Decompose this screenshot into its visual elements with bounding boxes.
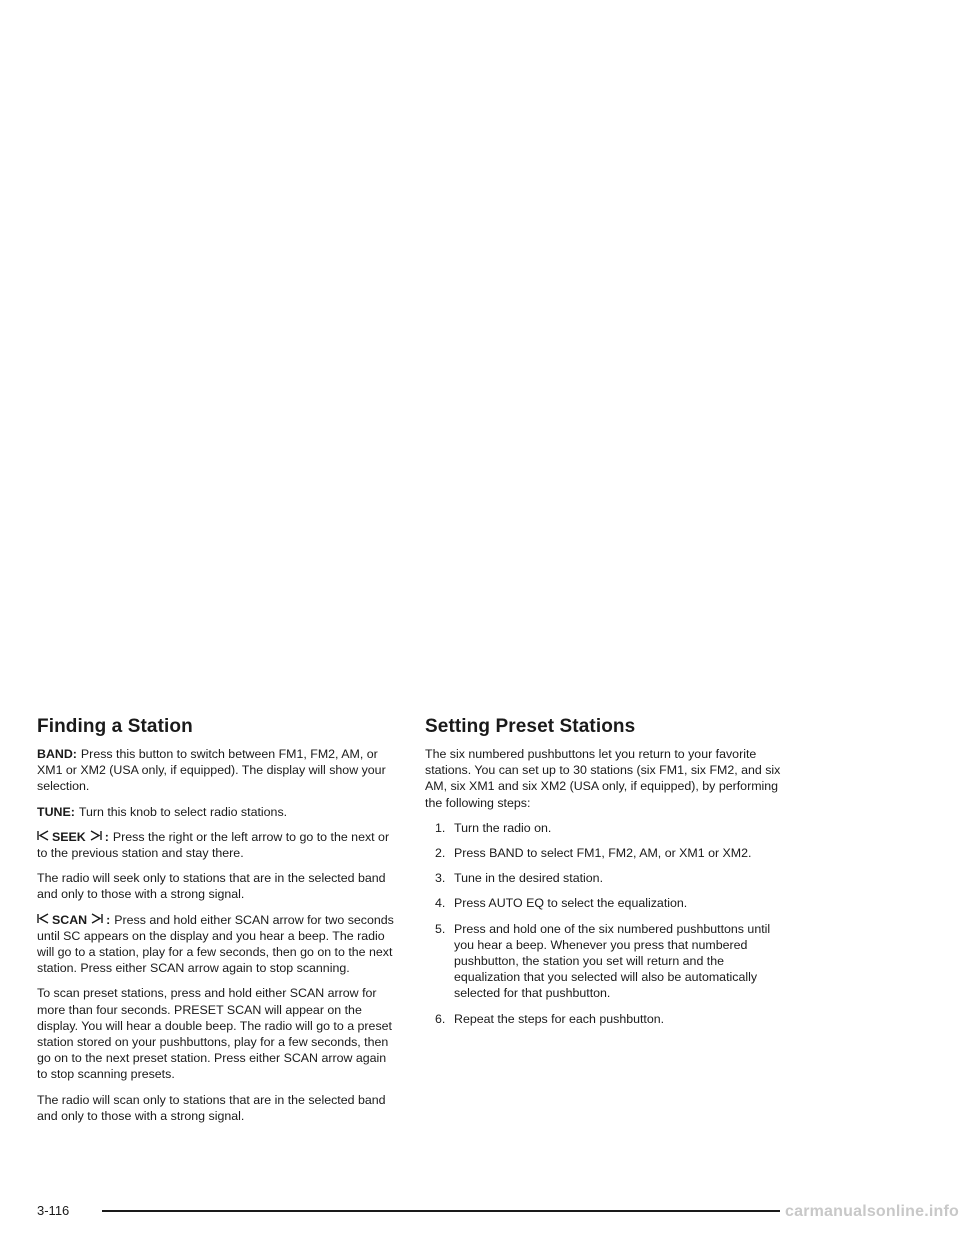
step-text: Repeat the steps for each pushbutton. (454, 1011, 665, 1026)
setting-preset-stations-column (425, 716, 787, 1036)
list-item (425, 845, 787, 861)
list-item (425, 921, 787, 1002)
list-item (425, 820, 787, 836)
list-item (425, 895, 787, 911)
preset-intro-paragraph: The six numbered pushbuttons let you return to your favorite stations. You can set up to 30 stations (six FM1, six FM2, and six AM, six XM1 and six XM2 (USA only, if equipped), by performing the following steps: (425, 747, 781, 810)
band-paragraph (37, 746, 399, 795)
scan-forward-arrow-icon (91, 912, 103, 928)
preset-scan-paragraph: To scan preset stations, press and hold either SCAN arrow for more than four seconds. PRESET SCAN will appear on the display. You will hear a double beep. The radio will go to a preset station stored on your pushbuttons, play for a few seconds, then go on to the next preset station. Press either SCAN arrow again to stop scanning presets. (37, 986, 392, 1082)
finding-a-station-column (37, 716, 399, 1133)
setting-preset-stations-heading: Setting Preset Stations (425, 716, 636, 737)
step-text: Turn the radio on. (454, 820, 552, 835)
preset-steps-list (425, 820, 787, 1027)
seek-forward-arrow-icon (90, 829, 102, 845)
tune-paragraph (37, 804, 399, 820)
step-number: 1. (435, 820, 446, 835)
seek-text: Press the right or the left arrow to go to the next or to the previous station and stay there. (37, 829, 390, 861)
step-text: Press and hold one of the six numbered pushbuttons until you hear a beep. Whenever you press that numbered pushbutton, the station you set will return and the equalization that you selected will also be automatically selected for that pushbutton. (454, 921, 771, 1001)
footer-divider (102, 1210, 780, 1212)
page-number: 3-116 (37, 1203, 70, 1218)
tune-text: Turn this knob to select radio stations. (78, 804, 288, 819)
scan-strong-signal-paragraph: The radio will scan only to stations that are in the selected band and only to those with a strong signal. (37, 1092, 386, 1123)
band-label: BAND: (37, 747, 77, 761)
step-number: 6. (435, 1011, 446, 1026)
step-number: 5. (435, 921, 446, 936)
seek-paragraph: SEEK : Press the right or the left arrow to go to the next or to the previous station and stay there. (37, 829, 390, 861)
list-item (425, 1011, 787, 1027)
scan-label: SCAN (52, 912, 88, 927)
scan-paragraph: SCAN : Press and hold either SCAN arrow for two seconds until SC appears on the display and you hear a beep. The radio will go to a station, play for a few seconds, then go on to the next station. Press either SCAN arrow again to stop scanning. (37, 912, 394, 976)
step-text: Press BAND to select FM1, FM2, AM, or XM1 or XM2. (454, 846, 752, 861)
scan-text: Press and hold either SCAN arrow for two seconds until SC appears on the display and you hear a beep. The radio will go to a station, play for a few seconds, then go on to the next station. Press either SCAN arrow again to stop scanning. (37, 912, 394, 976)
tune-label: TUNE: (37, 804, 75, 819)
step-text: Press AUTO EQ to select the equalization. (454, 896, 688, 911)
step-number: 3. (435, 871, 446, 886)
seek-label: SEEK (52, 829, 86, 844)
watermark: carmanualsonline.info (785, 1203, 960, 1220)
seek-strong-signal-paragraph: The radio will seek only to stations that are in the selected band and only to those with a strong signal. (37, 871, 386, 902)
step-text: Tune in the desired station. (454, 871, 604, 886)
band-text: Press this button to switch between FM1, FM2, AM, or XM1 or XM2 (USA only, if equipped). The display will show your selection. (37, 747, 386, 794)
step-number: 2. (435, 846, 446, 861)
seek-back-arrow-icon (37, 829, 49, 845)
scan-back-arrow-icon (37, 912, 49, 928)
step-number: 4. (435, 896, 446, 911)
list-item (425, 870, 787, 886)
finding-a-station-heading: Finding a Station (37, 716, 193, 737)
